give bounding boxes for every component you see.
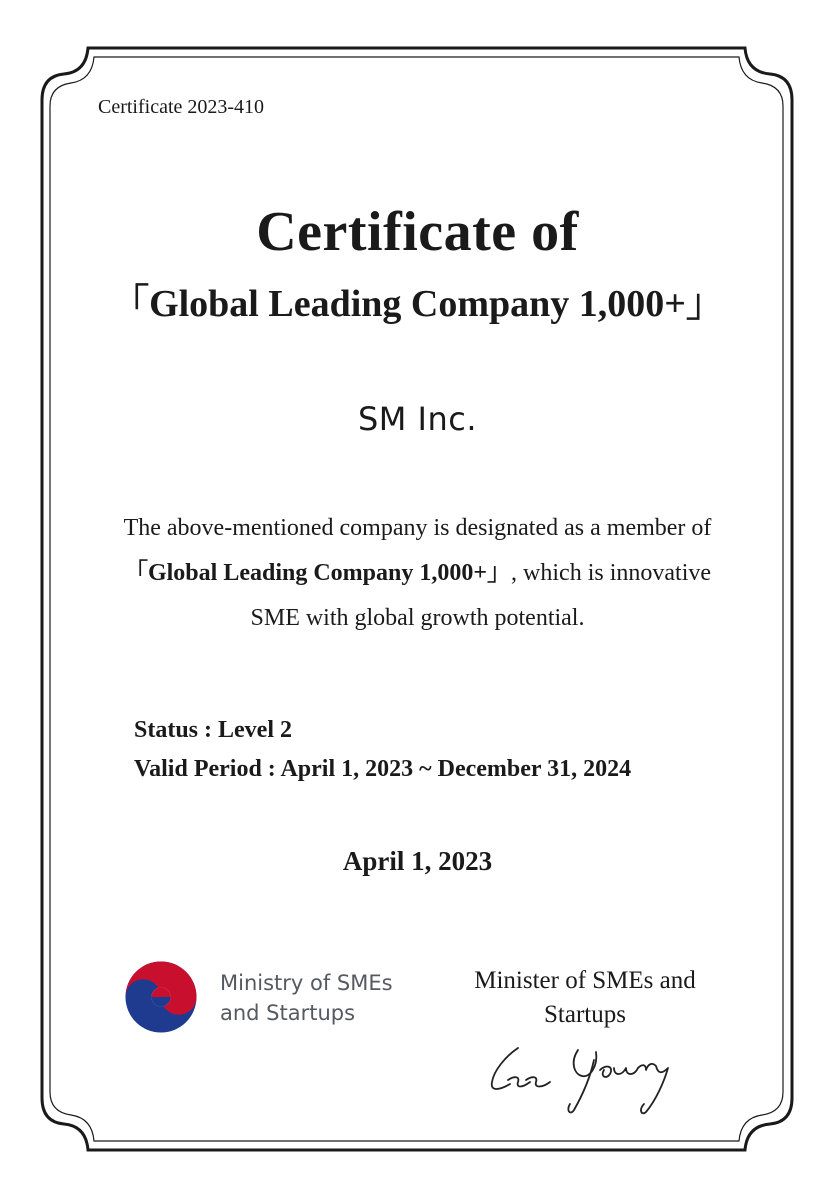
- ministry-name-line-2: and Startups: [220, 1001, 356, 1025]
- certificate-number: Certificate 2023-410: [98, 96, 265, 118]
- company-name: SM Inc.: [357, 400, 478, 438]
- valid-period-value: April 1, 2023 ~ December 31, 2024: [280, 756, 632, 782]
- minister-signature: [478, 1030, 698, 1120]
- status-value: Level 2: [218, 717, 292, 743]
- certificate-title: Certificate of: [256, 201, 579, 263]
- valid-period-label: Valid Period :: [134, 756, 281, 782]
- minister-title-line-2: Startups: [544, 1001, 626, 1028]
- ministry-name-line-1: Ministry of SMEs: [220, 971, 393, 995]
- minister-title: [445, 964, 725, 1032]
- statement-line-2: [0, 551, 835, 596]
- government-emblem-icon: [124, 960, 198, 1034]
- status-label: Status :: [134, 717, 219, 743]
- status-line: [134, 717, 292, 744]
- certificate-subtitle: 「Global Leading Company 1,000+」: [111, 283, 724, 325]
- statement-line-1: The above-mentioned company is designated as a member of: [123, 515, 712, 541]
- statement-line-3: SME with global growth potential.: [250, 605, 585, 631]
- program-name: 「Global Leading Company 1,000+」: [123, 560, 512, 586]
- statement-line-2-rest: , which is innovative: [511, 560, 712, 586]
- minister-title-line-1: Minister of SMEs and: [474, 967, 696, 994]
- valid-period-line: [134, 756, 631, 783]
- designation-statement: [0, 506, 835, 641]
- ministry-name: [220, 968, 393, 1028]
- issue-date: April 1, 2023: [342, 846, 493, 876]
